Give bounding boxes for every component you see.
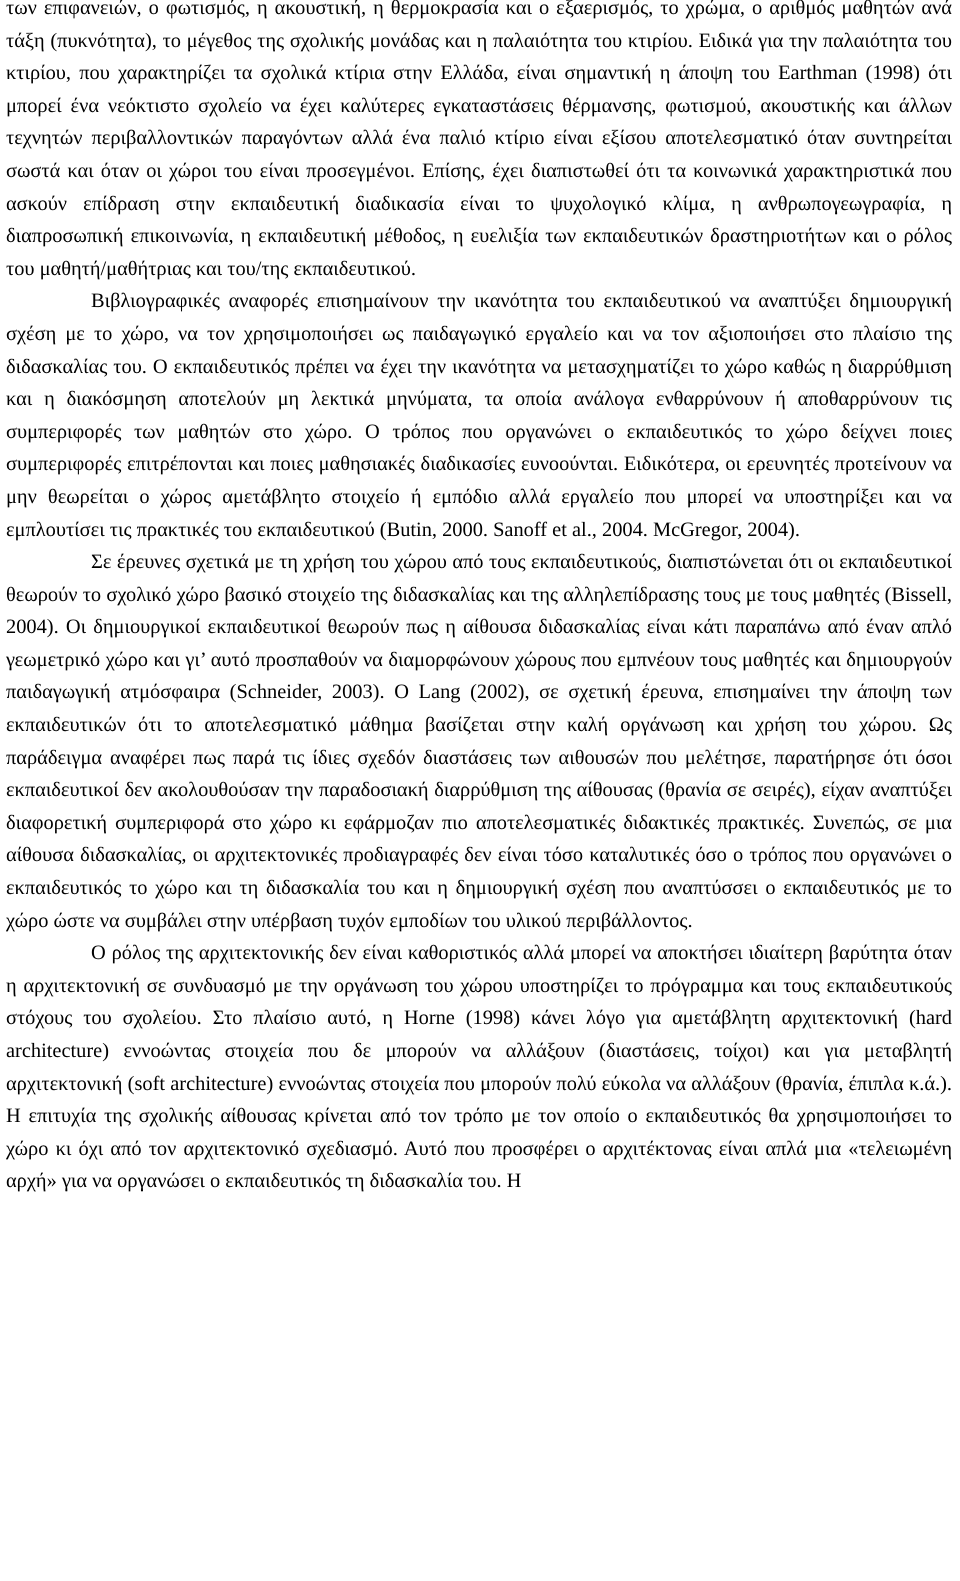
body-paragraph-2: Βιβλιογραφικές αναφορές επισημαίνουν την ικανότητα του εκπαιδευτικού να αναπτύξει δημιουργική σχέση με το χώρο, να τον χρησιμοποιήσει ως παιδαγωγικό εργαλείο και να τον αξιοποιήσει στο πλαίσιο της διδασκαλίας του. Ο εκπαιδευτικός πρέπει να έχει την ικανότητα να μετασχηματίζει το χώρο καθώς η διαρρύθμιση και η διακόσμηση αποτελούν μη λεκτικά μηνύματα, τα οποία ανάλογα ενθαρρύνουν ή αποθαρρύνουν τις συμπεριφορές των μαθητών στο χώρο. Ο τρόπος που οργανώνει ο εκπαιδευτικός το χώρο δείχνει ποιες συμπεριφορές επιτρέπονται και ποιες μαθησιακές διαδικασίες ευνοούνται. Ειδικότερα, οι ερευνητές προτείνουν να μην θεωρείται ο χώρος αμετάβλητο στοιχείο ή εμπόδιο αλλά εργαλείο που μπορεί να υποστηρίξει και να εμπλουτίσει τις πρακτικές του εκπαιδευτικού (Butin, 2000. Sanoff et al., 2004. McGregor, 2004). [6, 290, 952, 541]
body-paragraph-3: Σε έρευνες σχετικά με τη χρήση του χώρου από τους εκπαιδευτικούς, διαπιστώνεται ότι οι εκπαιδευτικοί θεωρούν το σχολικό χώρο βασικό στοιχείο της διδασκαλίας και της αλληλεπίδρασης τους με τους μαθητές (Bissell, 2004). Οι δημιουργικοί εκπαιδευτικοί θεωρούν πως η αίθουσα διδασκαλίας είναι κάτι παραπάνω από έναν απλό γεωμετρικό χώρο και γι’ αυτό προσπαθούν να διαμορφώνουν χώρους που εμπνέουν τους μαθητές και δημιουργούν παιδαγωγική ατμόσφαιρα (Schneider, 2003). Ο Lang (2002), σε σχετική έρευνα, επισημαίνει την άποψη των εκπαιδευτικών ότι το αποτελεσματικό μάθημα βασίζεται στην καλή οργάνωση και χρήση του χώρου. Ως παράδειγμα αναφέρει πως παρά τις ίδιες σχεδόν διαστάσεις των αιθουσών που μελέτησε, παρατήρησε ότι όσοι εκπαιδευτικοί δεν ακολουθούσαν την παραδοσιακή διαρρύθμιση της αίθουσας (θρανία σε σειρές), είχαν αναπτύξει διαφορετική συμπεριφορά στο χώρο κι εφάρμοζαν πιο αποτελεσματικές διδακτικές πρακτικές. Συνεπώς, σε μια αίθουσα διδασκαλίας, οι αρχιτεκτονικές προδιαγραφές δεν είναι τόσο καταλυτικές όσο ο τρόπος που οργανώνει ο εκπαιδευτικός το χώρο και τη διδασκαλία του και η δημιουργική σχέση που αναπτύσσει ο εκπαιδευτικός με το χώρο ώστε να συμβάλει στην υπέρβαση τυχόν εμποδίων του υλικού περιβάλλοντος. [6, 551, 952, 932]
body-paragraph-1: των επιφανειών, ο φωτισμός, η ακουστική, η θερμοκρασία και ο εξαερισμός, το χρώμα, ο αριθμός μαθητών ανά τάξη (πυκνότητα), το μέγεθος της σχολικής μονάδας και η παλαιότητα του κτιρίου. Ειδικά για την παλαιότητα του κτιρίου, που χαρακτηρίζει τα σχολικά κτίρια στην Ελλάδα, είναι σημαντική η άποψη του Earthman (1998) ότι μπορεί ένα νεόκτιστο σχολείο να έχει καλύτερες εγκαταστάσεις θέρμανσης, φωτισμού, ακουστικής και άλλων τεχνητών περιβαλλοντικών παραγόντων αλλά ένα παλιό κτίριο είναι εξίσου αποτελεσματικό όταν συντηρείται σωστά και όταν οι χώροι του είναι προσεγμένοι. Επίσης, έχει διαπιστωθεί ότι τα κοινωνικά χαρακτηριστικά που ασκούν επίδραση στην εκπαιδευτική διαδικασία είναι το ψυχολογικό κλίμα, η ανθρωπογεωγραφία, η διαπροσωπική επικοινωνία, η εκπαιδευτική μέθοδος, η ευελιξία των εκπαιδευτικών δραστηριοτήτων και ο ρόλος του μαθητή/μαθήτριας και του/της εκπαιδευτικού. [6, 0, 952, 280]
body-paragraph-4: Ο ρόλος της αρχιτεκτονικής δεν είναι καθοριστικός αλλά μπορεί να αποκτήσει ιδιαίτερη βαρύτητα όταν η αρχιτεκτονική σε συνδυασμό με την οργάνωση του χώρου υποστηρίζει το πρόγραμμα και τους εκπαιδευτικούς στόχους του σχολείου. Στο πλαίσιο αυτό, η Horne (1998) κάνει λόγο για αμετάβλητη αρχιτεκτονική (hard architecture) εννοώντας στοιχεία που δε μπορούν να αλλάξουν (διαστάσεις, τοίχοι) και για μεταβλητή αρχιτεκτονική (soft architecture) εννοώντας στοιχεία που μπορούν πολύ εύκολα να αλλάξουν (θρανία, έπιπλα κ.ά.). Η επιτυχία της σχολικής αίθουσας κρίνεται από τον τρόπο με τον οποίο ο εκπαιδευτικός θα χρησιμοποιήσει το χώρο κι όχι από τον αρχιτεκτονικό σχεδιασμό. Αυτό που προσφέρει ο αρχιτέκτονας είναι απλά μια «τελειωμένη αρχή» για να οργανώσει ο εκπαιδευτικός τη διδασκαλία του. Η [6, 942, 952, 1193]
